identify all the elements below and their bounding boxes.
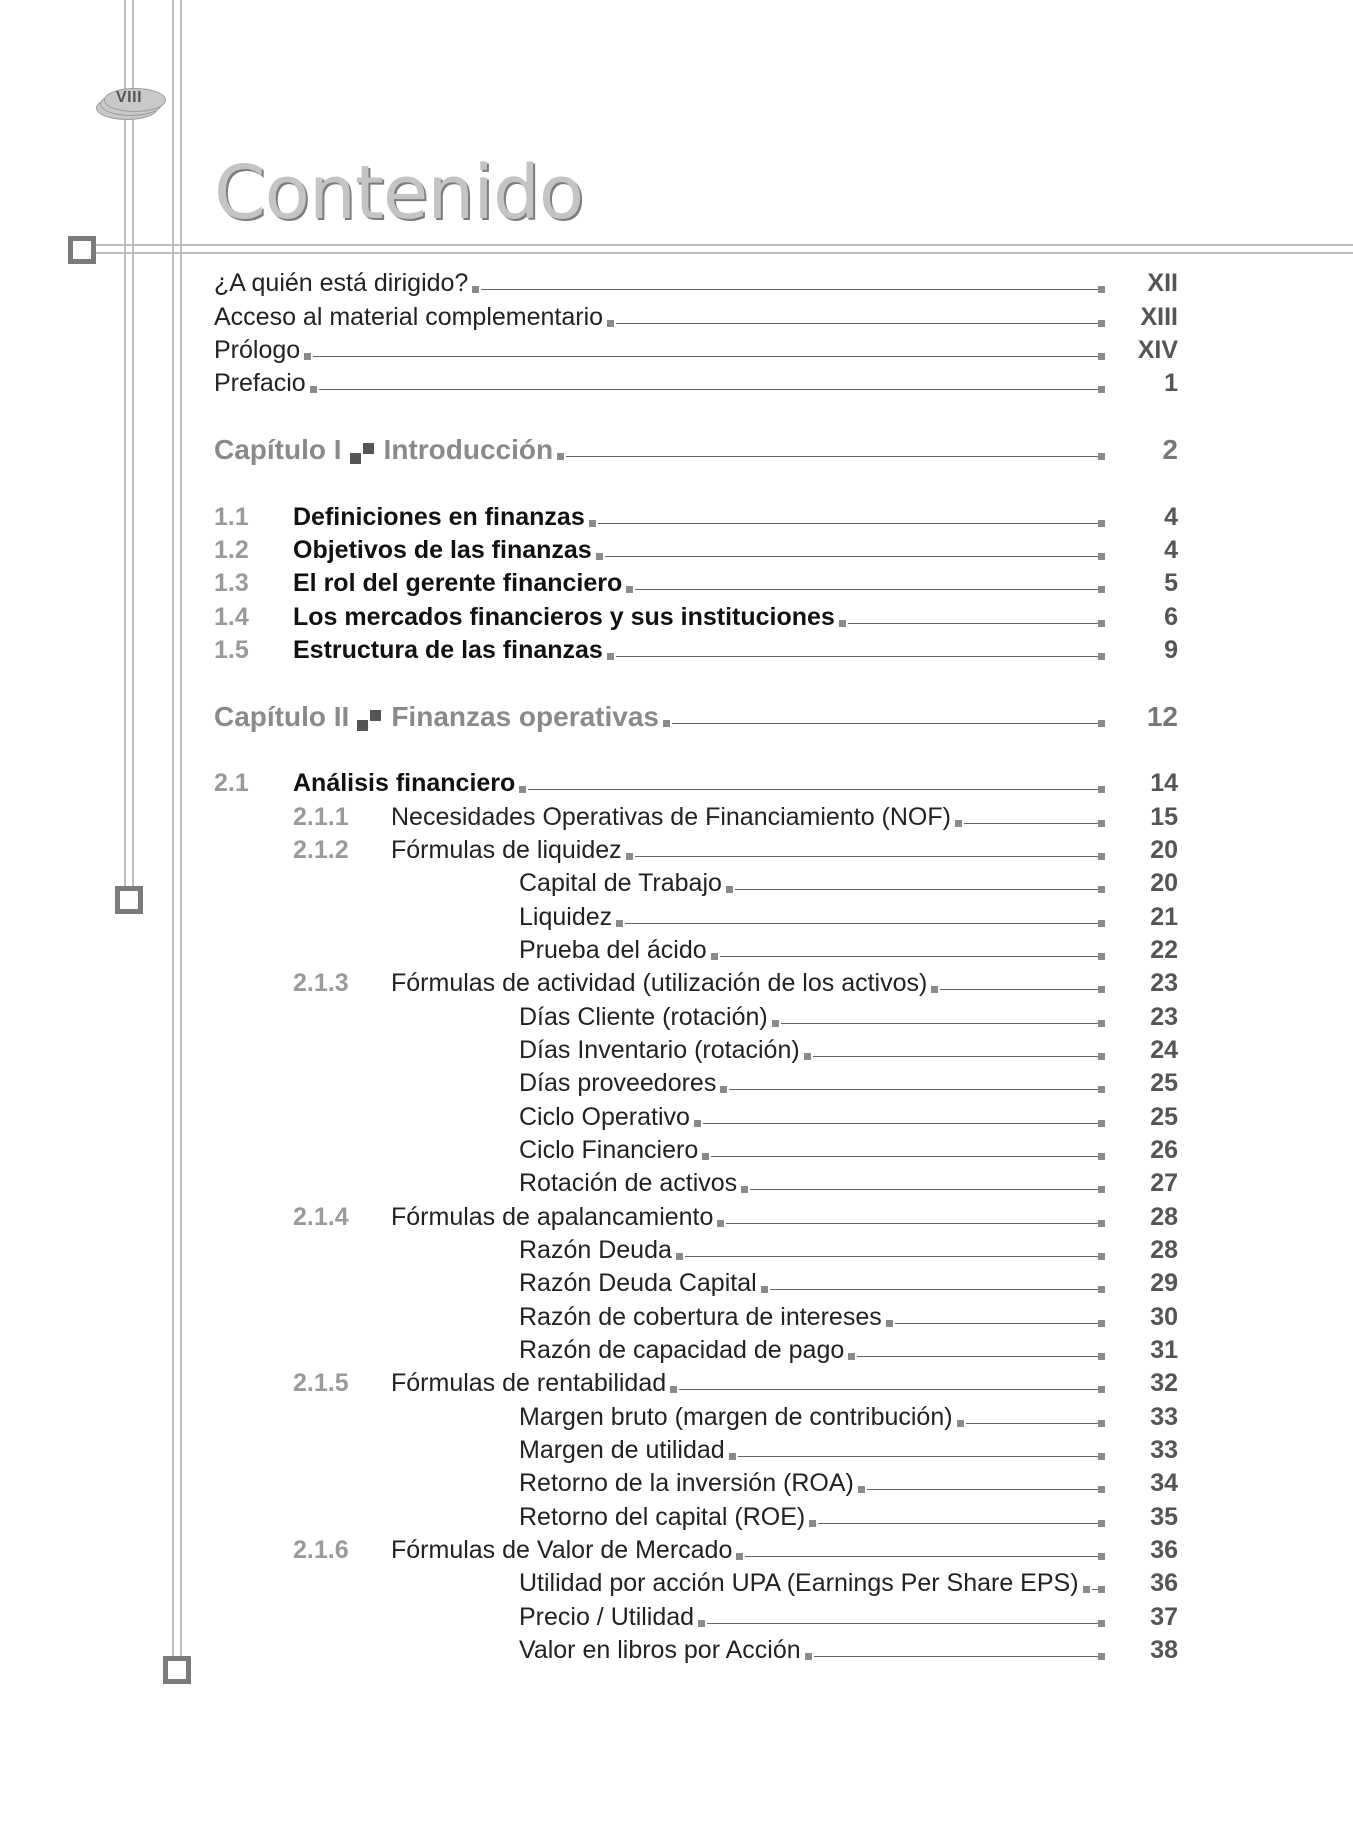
toc-entry-title: Fórmulas de apalancamiento [391, 1203, 714, 1231]
toc-page-number: 27 [1150, 1169, 1178, 1197]
toc-entry[interactable] [214, 335, 1105, 365]
dot-leader [955, 802, 1105, 832]
dot-leader [557, 435, 1105, 465]
toc-entry[interactable] [519, 868, 1105, 898]
chapter-squares-icon [350, 443, 376, 465]
toc-number: 1.5 [214, 636, 249, 664]
dot-leader [670, 1368, 1105, 1398]
toc-entry[interactable] [391, 1535, 1105, 1565]
toc-entry[interactable] [519, 1068, 1105, 1098]
toc-entry[interactable] [214, 268, 1105, 298]
toc-entry[interactable] [293, 602, 1105, 632]
toc-entry-title: Margen bruto (margen de contribución) [519, 1403, 953, 1431]
dot-leader [607, 302, 1105, 332]
toc-number: 2.1.1 [293, 803, 349, 831]
dot-leader [676, 1235, 1105, 1265]
toc-entry-title: Fórmulas de Valor de Mercado [391, 1536, 733, 1564]
page-title: Contenido [214, 150, 584, 236]
toc-entry[interactable] [293, 535, 1105, 565]
toc-entry[interactable] [519, 1002, 1105, 1032]
toc-entry-title: Liquidez [519, 903, 613, 931]
toc-entry[interactable] [391, 835, 1105, 865]
toc-page-number: 24 [1150, 1036, 1178, 1064]
dot-leader [809, 1502, 1105, 1532]
toc-page-number: 34 [1150, 1469, 1178, 1497]
frame-line-top-1 [84, 244, 1353, 246]
dot-leader [804, 1035, 1105, 1065]
toc-entry-title: Razón de cobertura de intereses [519, 1303, 882, 1331]
toc-entry[interactable] [391, 802, 1105, 832]
toc-page-number: 30 [1150, 1303, 1178, 1331]
toc-entry[interactable] [519, 935, 1105, 965]
dot-leader [720, 1068, 1105, 1098]
toc-entry-title: Análisis financiero [293, 769, 516, 797]
toc-page-number: 22 [1150, 936, 1178, 964]
toc-entry-title: Prueba del ácido [519, 936, 707, 964]
dot-leader [626, 568, 1105, 598]
dot-leader [741, 1168, 1105, 1198]
toc-number: 2.1.3 [293, 969, 349, 997]
toc-entry-title: Ciclo Financiero [519, 1136, 699, 1164]
dot-leader [848, 1335, 1105, 1365]
dot-leader [626, 835, 1105, 865]
toc-page-number: 21 [1150, 903, 1178, 931]
toc-entry[interactable] [214, 302, 1105, 332]
toc-entry-title: Margen de utilidad [519, 1436, 725, 1464]
dot-leader [596, 535, 1105, 565]
toc-entry-title: Razón Deuda [519, 1236, 672, 1264]
toc-entry[interactable] [519, 1402, 1105, 1432]
toc-entry[interactable] [214, 368, 1105, 398]
toc-page-number: 1 [1164, 369, 1178, 397]
toc-entry[interactable] [519, 1168, 1105, 1198]
toc-page-number: XIII [1140, 303, 1178, 331]
toc-page-number: 32 [1150, 1369, 1178, 1397]
dot-leader [304, 335, 1105, 365]
toc-page-number: 28 [1150, 1236, 1178, 1264]
toc-page-number: 25 [1150, 1069, 1178, 1097]
toc-entry[interactable] [293, 502, 1105, 532]
toc-entry[interactable] [391, 1202, 1105, 1232]
toc-entry-title: Rotación de activos [519, 1169, 738, 1197]
chapter-title: Introducción [383, 434, 554, 465]
toc-page-number: 20 [1150, 869, 1178, 897]
toc-entry[interactable] [519, 1568, 1105, 1598]
toc-page-number: 35 [1150, 1503, 1178, 1531]
toc-page-number: 33 [1150, 1403, 1178, 1431]
toc-entry[interactable] [519, 1302, 1105, 1332]
toc-entry-title: Utilidad por acción UPA (Earnings Per Share EPS) [519, 1569, 1079, 1597]
toc-page-number: 15 [1150, 803, 1178, 831]
chapter-title: Finanzas operativas [391, 701, 659, 732]
toc-entry[interactable] [519, 1102, 1105, 1132]
toc-entry-title: Razón de capacidad de pago [519, 1336, 845, 1364]
dot-leader [886, 1302, 1105, 1332]
toc-number: 1.4 [214, 603, 249, 631]
toc-entry-title: Precio / Utilidad [519, 1603, 695, 1631]
dot-leader [702, 1135, 1105, 1165]
frame-line-left-1 [124, 0, 126, 900]
toc-entry-title: Objetivos de las finanzas [293, 536, 592, 564]
toc-page-number: 38 [1150, 1636, 1178, 1664]
toc-entry[interactable] [519, 1035, 1105, 1065]
toc-page-number: 14 [1150, 769, 1178, 797]
toc-number: 1.3 [214, 569, 249, 597]
toc-entry[interactable] [519, 1468, 1105, 1498]
dot-leader [858, 1468, 1105, 1498]
frame-line-left-2 [132, 0, 134, 900]
toc-entry[interactable] [391, 1368, 1105, 1398]
toc-page-number: 26 [1150, 1136, 1178, 1164]
toc-entry-title: Fórmulas de liquidez [391, 836, 622, 864]
chapter-label: Capítulo II [214, 701, 350, 732]
dot-leader [957, 1402, 1105, 1432]
toc-number: 1.2 [214, 536, 249, 564]
frame-corner-square-top [68, 236, 96, 264]
dot-leader [519, 768, 1105, 798]
toc-entry-title: Definiciones en finanzas [293, 503, 585, 531]
toc-number: 2.1.4 [293, 1203, 349, 1231]
toc-entry-title: Ciclo Operativo [519, 1103, 690, 1131]
toc-page-number: 6 [1164, 603, 1178, 631]
frame-corner-square-bottom [163, 1656, 191, 1684]
dot-leader [761, 1268, 1105, 1298]
frame-line-left-4 [180, 0, 182, 1670]
dot-leader [736, 1535, 1105, 1565]
toc-page-number: 33 [1150, 1436, 1178, 1464]
toc-page-number: 23 [1150, 969, 1178, 997]
toc-entry[interactable] [293, 768, 1105, 798]
page-number: VIII [116, 89, 143, 106]
chapter-squares-icon [357, 710, 383, 732]
toc-entry[interactable] [391, 968, 1105, 998]
toc-entry[interactable] [519, 1635, 1105, 1665]
toc-entry[interactable] [519, 1268, 1105, 1298]
toc-page-number: XIV [1137, 336, 1178, 364]
dot-leader [717, 1202, 1105, 1232]
dot-leader [726, 868, 1105, 898]
toc-entry-title: Días Cliente (rotación) [519, 1003, 768, 1031]
dot-leader [805, 1635, 1105, 1665]
toc-entry-title: Capital de Trabajo [519, 869, 722, 897]
toc-entry-title: Necesidades Operativas de Financiamiento (NOF) [391, 803, 951, 831]
dot-leader [772, 1002, 1105, 1032]
toc-entry-title: Razón Deuda Capital [519, 1269, 757, 1297]
dot-leader [931, 968, 1105, 998]
toc-page-number: 9 [1164, 636, 1178, 664]
dot-leader [310, 368, 1105, 398]
frame-line-left-3 [172, 0, 174, 1670]
toc-page-number: 28 [1150, 1203, 1178, 1231]
toc-entry[interactable] [293, 635, 1105, 665]
toc-page-number: 36 [1150, 1569, 1178, 1597]
frame-corner-square-middle [115, 886, 143, 914]
toc-entry-title: Acceso al material complementario [214, 303, 604, 331]
toc-entry[interactable] [214, 435, 1105, 465]
toc-entry[interactable] [519, 1335, 1105, 1365]
toc-entry-title: Fórmulas de actividad (utilización de los activos) [391, 969, 928, 997]
toc-page-number: 25 [1150, 1103, 1178, 1131]
toc-page-number: 29 [1150, 1269, 1178, 1297]
toc-page-number: 37 [1150, 1603, 1178, 1631]
toc-number: 2.1.6 [293, 1536, 349, 1564]
toc-page-number: XII [1147, 269, 1178, 297]
toc-number: 1.1 [214, 503, 249, 531]
dot-leader [663, 702, 1105, 732]
toc-page-number: 4 [1164, 503, 1178, 531]
chapter-label: Capítulo I [214, 434, 342, 465]
toc-entry[interactable] [519, 902, 1105, 932]
dot-leader [472, 268, 1105, 298]
toc-entry-title: ¿A quién está dirigido? [214, 269, 469, 297]
dot-leader [616, 902, 1105, 932]
toc-entry[interactable] [519, 1135, 1105, 1165]
toc-page-number: 31 [1150, 1336, 1178, 1364]
toc-page-number: 4 [1164, 536, 1178, 564]
toc-entry-title: Prefacio [214, 369, 306, 397]
toc-page-number: 2 [1162, 434, 1178, 465]
dot-leader [698, 1602, 1105, 1632]
dot-leader [694, 1102, 1105, 1132]
toc-number: 2.1 [214, 769, 249, 797]
toc-entry-title: Retorno de la inversión (ROA) [519, 1469, 854, 1497]
toc-entry-title: Días Inventario (rotación) [519, 1036, 800, 1064]
toc-page-number: 20 [1150, 836, 1178, 864]
dot-leader [607, 635, 1105, 665]
dot-leader [711, 935, 1105, 965]
toc-entry-title: Valor en libros por Acción [519, 1636, 801, 1664]
dot-leader [729, 1435, 1105, 1465]
toc-entry-title: Fórmulas de rentabilidad [391, 1369, 667, 1397]
toc-entry-title: Estructura de las finanzas [293, 636, 603, 664]
toc-page-number: 36 [1150, 1536, 1178, 1564]
dot-leader [589, 502, 1105, 532]
toc-entry[interactable] [214, 702, 1105, 732]
toc-entry-title: Prólogo [214, 336, 301, 364]
toc-entry-title: Los mercados financieros y sus instituciones [293, 603, 835, 631]
toc-number: 2.1.2 [293, 836, 349, 864]
toc-page-number: 23 [1150, 1003, 1178, 1031]
toc-page-number: 5 [1164, 569, 1178, 597]
dot-leader [839, 602, 1105, 632]
toc-entry[interactable] [519, 1235, 1105, 1265]
frame-line-top-2 [84, 252, 1353, 254]
toc-entry[interactable] [519, 1435, 1105, 1465]
toc-entry-title: Retorno del capital (ROE) [519, 1503, 806, 1531]
toc-entry-title: Días proveedores [519, 1069, 717, 1097]
toc-entry[interactable] [519, 1502, 1105, 1532]
toc-entry[interactable] [519, 1602, 1105, 1632]
toc-entry[interactable] [293, 568, 1105, 598]
toc-number: 2.1.5 [293, 1369, 349, 1397]
toc-entry-title: El rol del gerente financiero [293, 569, 623, 597]
page-number-badge [96, 88, 164, 118]
toc-page-number: 12 [1146, 701, 1178, 732]
